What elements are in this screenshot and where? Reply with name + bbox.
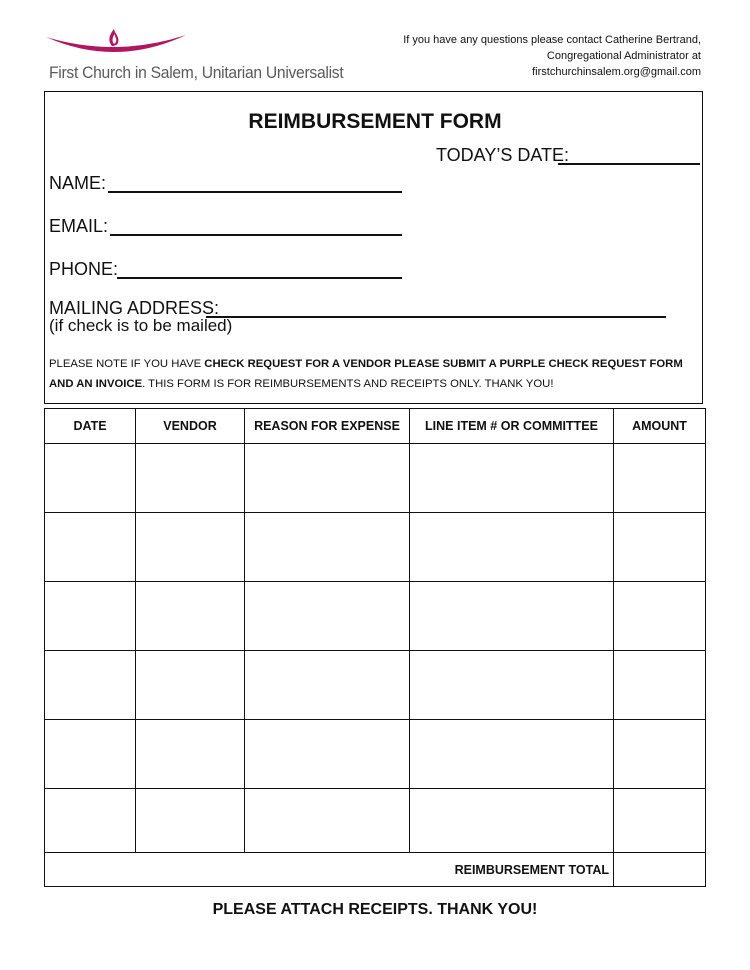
line-item-cell[interactable] <box>410 444 614 513</box>
reason-cell[interactable] <box>245 513 410 582</box>
vendor-cell[interactable] <box>136 651 245 720</box>
line-item-cell[interactable] <box>410 513 614 582</box>
column-header-date: DATE <box>45 409 136 444</box>
amount-cell[interactable] <box>614 720 706 789</box>
date-cell[interactable] <box>45 582 136 651</box>
reimbursement-total-label: REIMBURSEMENT TOTAL <box>45 853 614 887</box>
date-cell[interactable] <box>45 651 136 720</box>
table-row <box>45 651 706 720</box>
mailing-address-label: MAILING ADDRESS: <box>49 298 220 318</box>
name-field[interactable] <box>108 191 402 193</box>
vendor-cell[interactable] <box>136 582 245 651</box>
name-label: NAME: <box>49 173 107 193</box>
table-row <box>45 582 706 651</box>
mailing-address-field[interactable] <box>206 316 666 318</box>
email-field[interactable] <box>110 234 402 236</box>
contact-email: firstchurchinsalem.org@gmail.com <box>532 66 701 78</box>
table-row <box>45 444 706 513</box>
line-item-cell[interactable] <box>410 789 614 853</box>
date-cell[interactable] <box>45 444 136 513</box>
mailing-address-note: (if check is to be mailed) <box>49 316 233 335</box>
date-cell[interactable] <box>45 513 136 582</box>
column-header-amount: AMOUNT <box>614 409 706 444</box>
amount-cell[interactable] <box>614 651 706 720</box>
column-header-reason: REASON FOR EXPENSE <box>245 409 410 444</box>
contact-info <box>361 32 701 80</box>
reason-cell[interactable] <box>245 720 410 789</box>
notice-text: . THIS FORM IS FOR REIMBURSEMENTS AND RECEIPTS ONLY. THANK YOU! <box>142 378 554 390</box>
date-cell[interactable] <box>45 789 136 853</box>
column-header-vendor: VENDOR <box>136 409 245 444</box>
amount-cell[interactable] <box>614 444 706 513</box>
total-row <box>45 853 706 887</box>
notice-bold-text: CHECK REQUEST FOR A VENDOR PLEASE SUBMIT A PURPLE CHECK REQUEST FORM AND AN INVOICE <box>49 358 683 390</box>
amount-cell[interactable] <box>614 582 706 651</box>
vendor-cell[interactable] <box>136 720 245 789</box>
column-header-line-item: LINE ITEM # OR COMMITTEE <box>410 409 614 444</box>
amount-cell[interactable] <box>614 789 706 853</box>
contact-line: If you have any questions please contact Catherine Bertrand, <box>403 34 701 46</box>
form-title: REIMBURSEMENT FORM <box>248 110 502 133</box>
reason-cell[interactable] <box>245 582 410 651</box>
flaming-chalice-logo-icon <box>44 28 188 62</box>
table-header-row <box>45 409 706 444</box>
attach-receipts-note: PLEASE ATTACH RECEIPTS. THANK YOU! <box>212 901 538 918</box>
organization-name: First Church in Salem, Unitarian Universalist <box>49 63 344 82</box>
reason-cell[interactable] <box>245 651 410 720</box>
reason-cell[interactable] <box>245 789 410 853</box>
reason-cell[interactable] <box>245 444 410 513</box>
table-row <box>45 513 706 582</box>
expense-table <box>44 408 706 887</box>
vendor-cell[interactable] <box>136 444 245 513</box>
todays-date-field[interactable] <box>558 163 700 165</box>
date-cell[interactable] <box>45 720 136 789</box>
phone-field[interactable] <box>117 277 402 279</box>
email-label: EMAIL: <box>49 216 109 236</box>
amount-cell[interactable] <box>614 513 706 582</box>
vendor-notice <box>49 354 699 394</box>
notice-text: PLEASE NOTE IF YOU HAVE <box>49 358 205 370</box>
vendor-cell[interactable] <box>136 513 245 582</box>
line-item-cell[interactable] <box>410 651 614 720</box>
line-item-cell[interactable] <box>410 582 614 651</box>
table-row <box>45 720 706 789</box>
line-item-cell[interactable] <box>410 720 614 789</box>
contact-line: Congregational Administrator at <box>546 50 701 62</box>
vendor-cell[interactable] <box>136 789 245 853</box>
todays-date-label: TODAY’S DATE: <box>436 145 570 165</box>
table-row <box>45 789 706 853</box>
reimbursement-total-amount[interactable] <box>614 853 706 887</box>
phone-label: PHONE: <box>49 259 119 279</box>
